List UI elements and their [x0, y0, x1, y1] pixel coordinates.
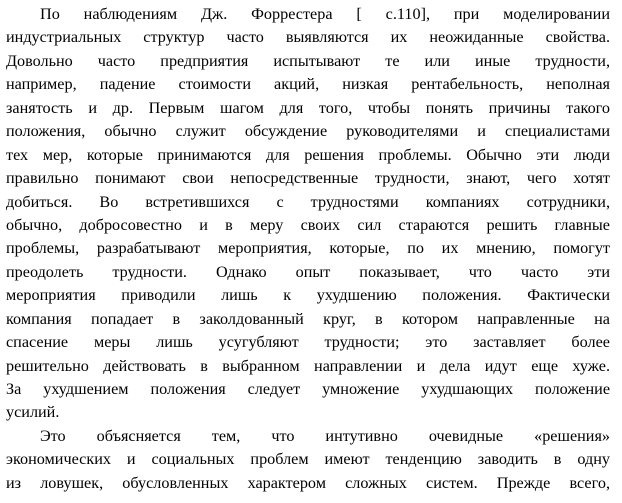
text-line: положения, обычно служит обсуждение руководителями и специалистами	[6, 122, 610, 141]
text-line: из ловушек, обусловленных характером сложных систем. Прежде всего,	[6, 473, 610, 492]
text-line: добиться. Во встретившихся с трудностями компаниях сотрудники,	[6, 192, 610, 211]
text-line: Это объясняется тем, что интутивно очевидные «решения»	[40, 426, 610, 445]
text-line: компания попадает в заколдованный круг, в котором направленные на	[6, 309, 610, 328]
text-line: проблемы, разрабатывают мероприятия, которые, по их мнению, помогут	[6, 239, 610, 258]
document-page	[6, 3, 610, 495]
text-line: правильно понимают свои непосредственные трудности, знают, чего хотят	[6, 169, 610, 188]
text-line: занятость и др. Первым шагом для того, чтобы понять причины такого	[6, 98, 610, 117]
text-line: экономических и социальных проблем имеют тенденцию заводить в одну	[6, 450, 610, 469]
text-line: спасение меры лишь усугубляют трудности; это заставляет более	[6, 333, 610, 352]
text-line: мероприятия приводили лишь к ухудшению положения. Фактически	[6, 286, 610, 305]
text-line: преодолеть трудности. Однако опыт показывает, что часто эти	[6, 262, 610, 281]
text-line: обычно, добросовестно и в меру своих сил стараются решить главные	[6, 215, 610, 234]
text-line: За ухудшением положения следует умножение ухудшающих положение	[6, 380, 610, 398]
text-line: усилий.	[6, 403, 60, 422]
text-line: По наблюдениям Дж. Форрестера [ с.110], при моделировании	[40, 5, 610, 23]
text-line: Довольно часто предприятия испытывают те или иные трудности,	[6, 51, 610, 70]
text-line: индустриальных структур часто выявляются их неожиданные свойства.	[6, 28, 610, 47]
paragraph-2	[6, 425, 610, 495]
text-line: например, падение стоимости акций, низкая рентабельность, неполная	[6, 75, 610, 94]
text-line: решительно действовать в выбранном направлении и дела идут еще хуже.	[6, 356, 610, 375]
text-line: тех мер, которые принимаются для решения проблемы. Обычно эти люди	[6, 145, 610, 164]
paragraph-1	[6, 3, 610, 425]
